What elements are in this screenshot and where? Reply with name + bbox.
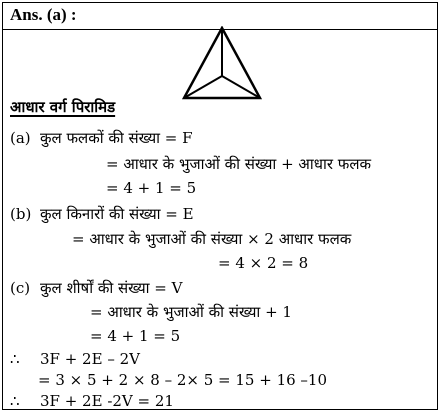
answer-label: Ans. (a) : [10, 5, 77, 24]
part-a-line3: = 4 + 1 = 5 [106, 179, 197, 197]
therefore-line1: 3F + 2E – 2V [40, 350, 140, 368]
part-a-line2: = आधार के भुजाओं की संख्या + आधार फलक [106, 155, 372, 173]
therefore-symbol-1: ∴ [10, 350, 20, 368]
therefore-symbol-2: ∴ [10, 392, 20, 410]
part-b-label: (b) [10, 205, 32, 223]
part-c-label: (c) [10, 279, 31, 297]
section-title: आधार वर्ग पिरामिड [10, 98, 116, 116]
part-c-line1: कुल शीर्षों की संख्या = V [40, 279, 183, 297]
therefore-line3: 3F + 2E -2V = 21 [40, 392, 174, 410]
part-b-line2: = आधार के भुजाओं की संख्या × 2 आधार फलक [72, 230, 352, 248]
part-c-line2: = आधार के भुजाओं की संख्या + 1 [90, 303, 292, 321]
part-b-line3: = 4 × 2 = 8 [218, 254, 309, 272]
part-b-line1: कुल किनारों की संख्या = E [40, 205, 194, 223]
part-c-line3: = 4 + 1 = 5 [90, 327, 181, 345]
therefore-line2: = 3 × 5 + 2 × 8 – 2× 5 = 15 + 16 –10 [38, 371, 328, 389]
part-a-label: (a) [10, 129, 31, 147]
part-a-line1: कुल फलकों की संख्या = F [40, 129, 193, 147]
square-pyramid-figure [182, 26, 262, 102]
